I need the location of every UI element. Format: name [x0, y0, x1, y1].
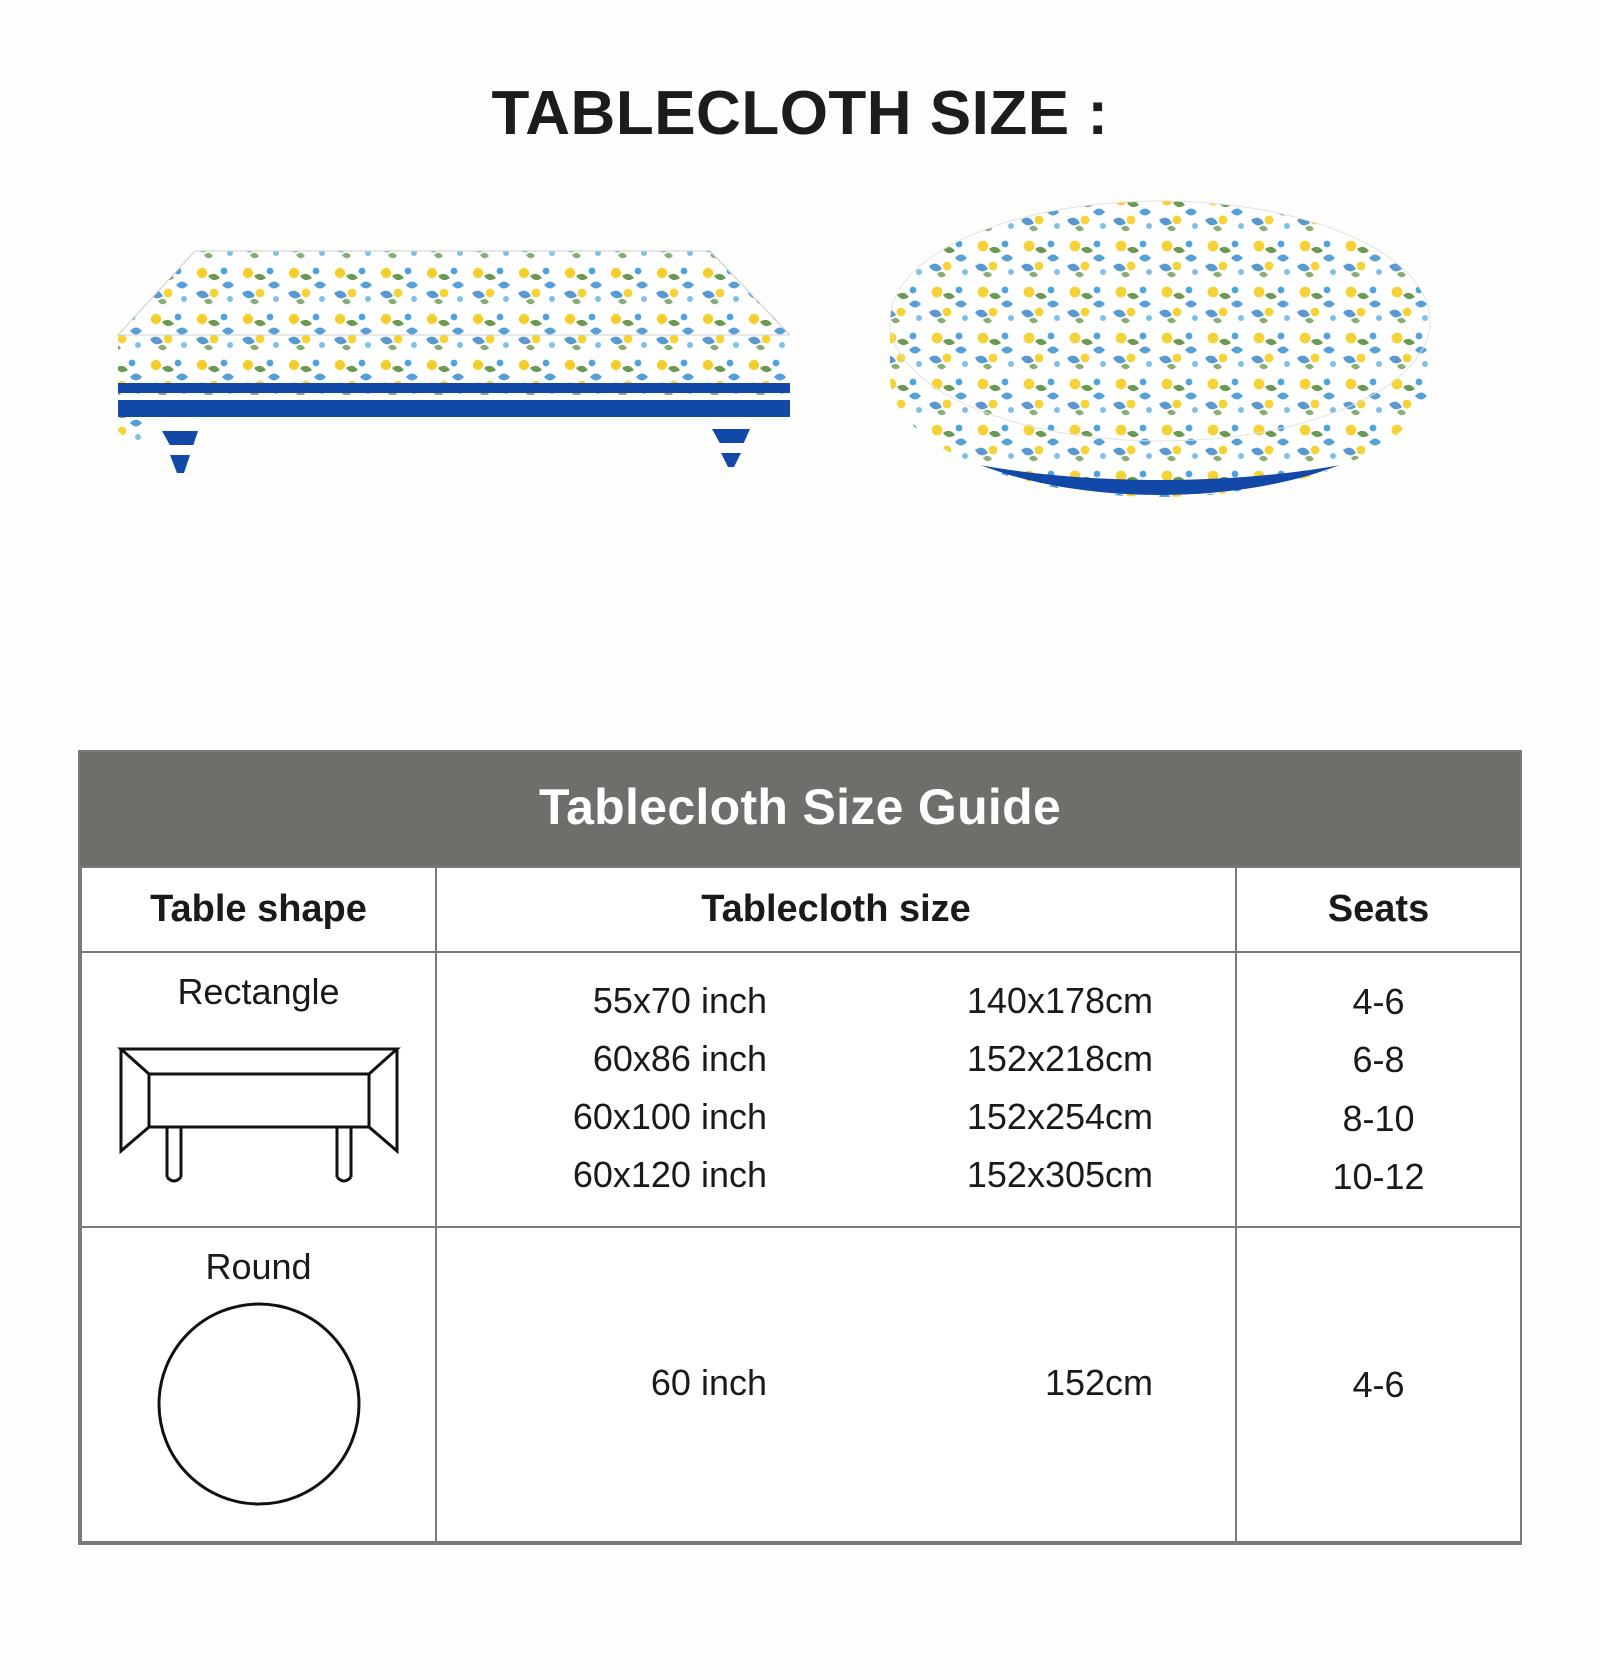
shape-label-round: Round — [205, 1246, 312, 1287]
seats-value: 10-12 — [1332, 1155, 1425, 1197]
product-illustrations — [0, 189, 1600, 609]
seats-value: 8-10 — [1342, 1097, 1415, 1139]
size-cm: 152x218cm — [966, 1037, 1153, 1079]
column-header-size: Tablecloth size — [436, 867, 1236, 952]
rectangle-tablecloth-image — [100, 217, 790, 477]
size-guide-table — [78, 750, 1522, 1545]
shape-label-rectangle: Rectangle — [177, 971, 340, 1012]
round-table-icon — [134, 1294, 384, 1514]
size-row — [437, 1154, 1235, 1196]
size-row — [437, 980, 1235, 1022]
table-row — [81, 1227, 1521, 1542]
size-cm: 140x178cm — [966, 979, 1153, 1021]
page-title: TABLECLOTH SIZE : — [491, 79, 1109, 148]
seats-value: 4-6 — [1352, 980, 1405, 1022]
size-inch: 55x70 inch — [592, 979, 767, 1021]
column-header-seats: Seats — [1236, 867, 1521, 952]
size-row — [437, 1362, 1235, 1404]
seats-value: 4-6 — [1352, 1363, 1405, 1405]
size-row — [437, 1096, 1235, 1138]
seats-cell-round — [1236, 1227, 1521, 1542]
size-cm: 152x254cm — [966, 1095, 1153, 1137]
size-cm: 152cm — [1044, 1361, 1153, 1403]
size-inch: 60 inch — [650, 1361, 767, 1403]
size-inch: 60x86 inch — [592, 1037, 767, 1079]
rectangle-table-icon — [109, 1019, 409, 1199]
size-cell-round — [436, 1227, 1236, 1542]
size-row — [437, 1038, 1235, 1080]
seats-cell-rectangle — [1236, 952, 1521, 1227]
table-row — [81, 952, 1521, 1227]
size-cell-rectangle — [436, 952, 1236, 1227]
size-inch: 60x120 inch — [572, 1153, 767, 1195]
size-cm: 152x305cm — [966, 1153, 1153, 1195]
size-inch: 60x100 inch — [572, 1095, 767, 1137]
table-header-row — [81, 867, 1521, 952]
seats-value: 6-8 — [1352, 1039, 1405, 1081]
column-header-shape: Table shape — [81, 867, 436, 952]
shape-cell-round — [81, 1227, 436, 1542]
size-guide-header: Tablecloth Size Guide — [80, 752, 1520, 866]
round-tablecloth-image — [880, 189, 1440, 519]
shape-cell-rectangle — [81, 952, 436, 1227]
